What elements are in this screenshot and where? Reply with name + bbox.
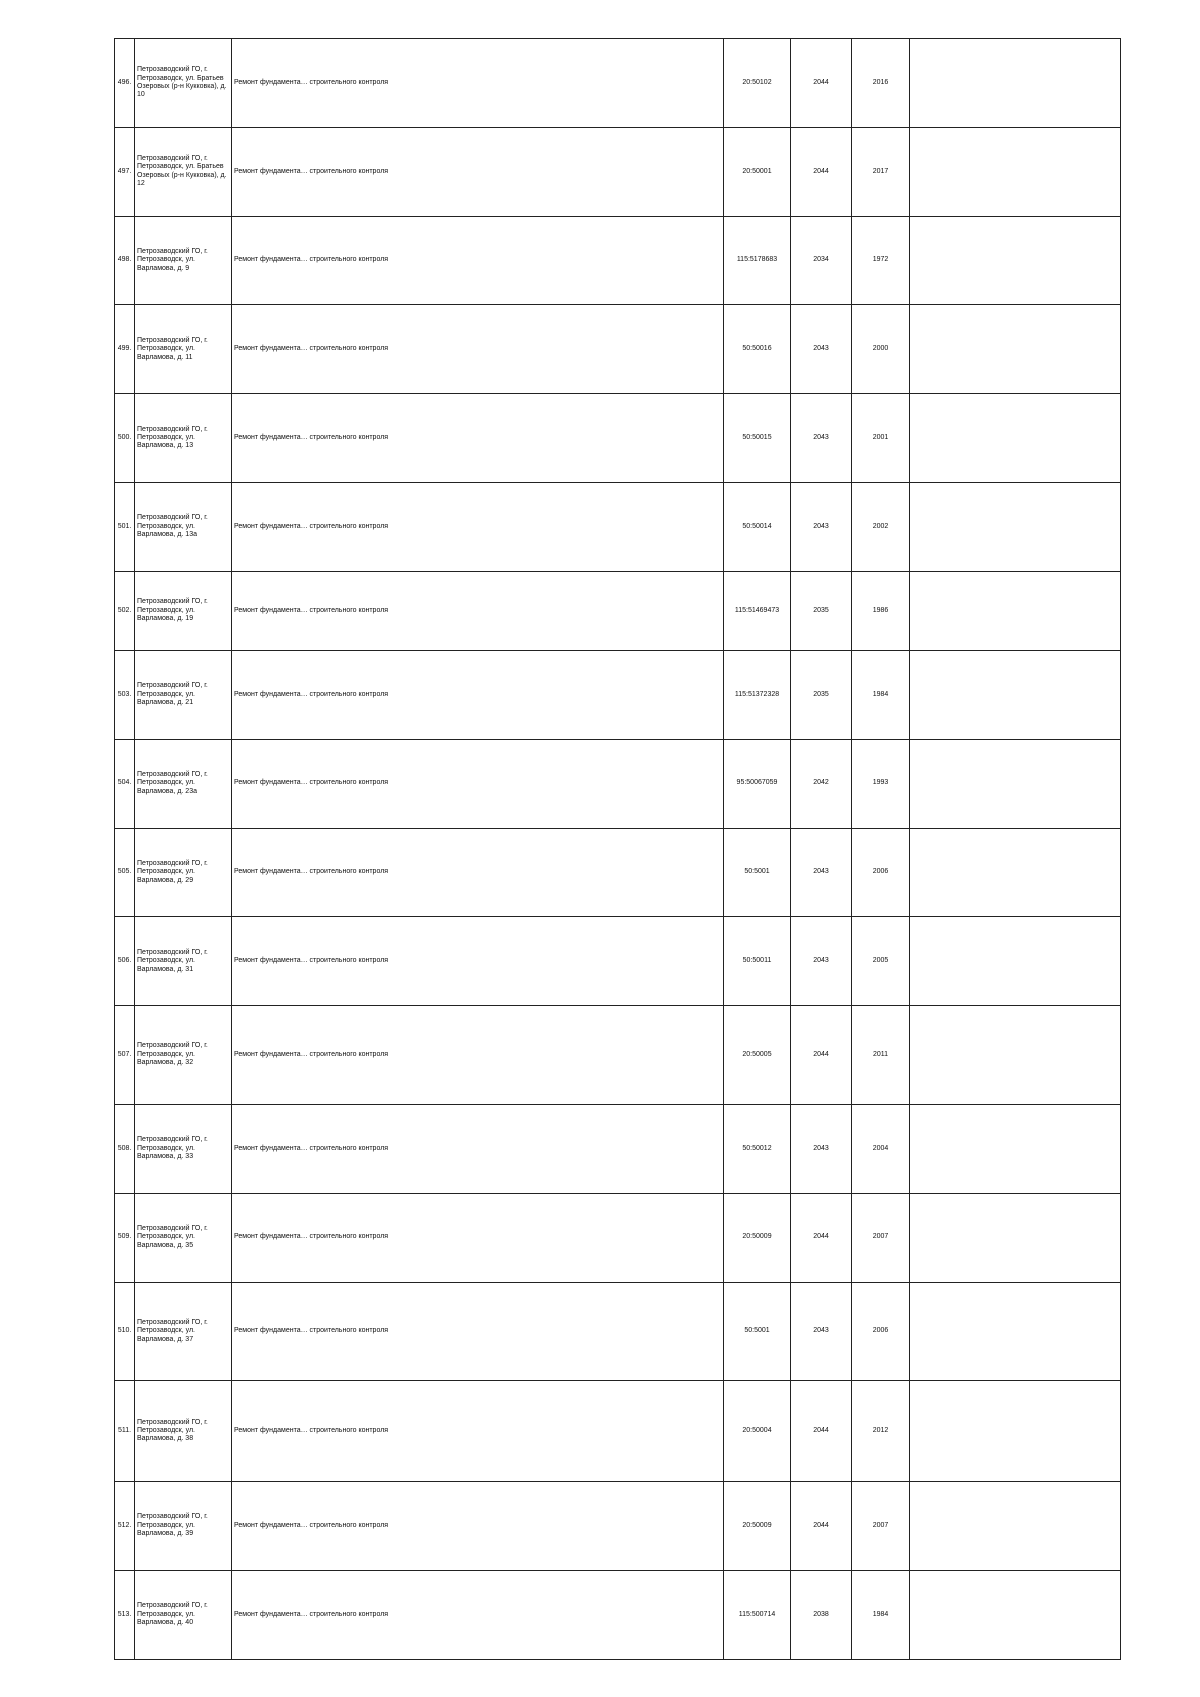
row-number: 505.: [115, 828, 135, 917]
row-planned-year: 2044: [791, 127, 852, 216]
row-empty-cell: [910, 1282, 1121, 1381]
row-empty-cell: [910, 1571, 1121, 1660]
table-row: [115, 739, 1121, 828]
table-row: [115, 571, 1121, 650]
row-construction-year: 2007: [852, 1193, 910, 1282]
row-work-description: Ремонт фундамента… строительного контроля: [232, 216, 724, 305]
row-construction-year: 2017: [852, 127, 910, 216]
row-planned-year: 2043: [791, 828, 852, 917]
row-cadastral-number: 50:50012: [724, 1104, 791, 1193]
row-cadastral-number: 50:5001: [724, 1282, 791, 1381]
row-address: Петрозаводский ГО, г. Петрозаводск, ул. Варламова, д. 40: [135, 1571, 232, 1660]
row-work-description: Ремонт фундамента… строительного контроля: [232, 739, 724, 828]
row-planned-year: 2043: [791, 1104, 852, 1193]
row-construction-year: 1986: [852, 571, 910, 650]
row-planned-year: 2043: [791, 917, 852, 1006]
row-cadastral-number: 50:50016: [724, 305, 791, 394]
row-construction-year: 1993: [852, 739, 910, 828]
row-construction-year: 1972: [852, 216, 910, 305]
row-number: 508.: [115, 1104, 135, 1193]
row-number: 513.: [115, 1571, 135, 1660]
table-row: [115, 1282, 1121, 1381]
row-address: Петрозаводский ГО, г. Петрозаводск, ул. Варламова, д. 9: [135, 216, 232, 305]
row-address: Петрозаводский ГО, г. Петрозаводск, ул. Варламова, д. 33: [135, 1104, 232, 1193]
row-empty-cell: [910, 127, 1121, 216]
row-number: 503.: [115, 650, 135, 739]
row-work-description: Ремонт фундамента… строительного контроля: [232, 394, 724, 483]
row-number: 500.: [115, 394, 135, 483]
row-number: 506.: [115, 917, 135, 1006]
row-work-description: Ремонт фундамента… строительного контроля: [232, 571, 724, 650]
row-number: 502.: [115, 571, 135, 650]
row-planned-year: 2044: [791, 1193, 852, 1282]
row-address: Петрозаводский ГО, г. Петрозаводск, ул. Варламова, д. 23а: [135, 739, 232, 828]
table-row: [115, 917, 1121, 1006]
row-planned-year: 2044: [791, 1482, 852, 1571]
row-address: Петрозаводский ГО, г. Петрозаводск, ул. Варламова, д. 13: [135, 394, 232, 483]
table-row: [115, 1104, 1121, 1193]
row-planned-year: 2038: [791, 1571, 852, 1660]
row-cadastral-number: 50:5001: [724, 828, 791, 917]
row-cadastral-number: 50:50015: [724, 394, 791, 483]
row-work-description: Ремонт фундамента… строительного контроля: [232, 483, 724, 572]
row-cadastral-number: 115:500714: [724, 1571, 791, 1660]
row-address: Петрозаводский ГО, г. Петрозаводск, ул. Варламова, д. 11: [135, 305, 232, 394]
table-row: [115, 127, 1121, 216]
row-planned-year: 2043: [791, 394, 852, 483]
row-planned-year: 2044: [791, 1381, 852, 1482]
table-row: [115, 1381, 1121, 1482]
row-work-description: Ремонт фундамента… строительного контроля: [232, 305, 724, 394]
row-cadastral-number: 20:50009: [724, 1193, 791, 1282]
row-cadastral-number: 20:50102: [724, 39, 791, 128]
row-cadastral-number: 20:50004: [724, 1381, 791, 1482]
row-address: Петрозаводский ГО, г. Петрозаводск, ул. Варламова, д. 13а: [135, 483, 232, 572]
row-planned-year: 2043: [791, 483, 852, 572]
row-number: 512.: [115, 1482, 135, 1571]
table-row: [115, 1193, 1121, 1282]
row-work-description: Ремонт фундамента… строительного контроля: [232, 828, 724, 917]
row-planned-year: 2043: [791, 1282, 852, 1381]
row-cadastral-number: 115:51372328: [724, 650, 791, 739]
row-number: 496.: [115, 39, 135, 128]
row-number: 501.: [115, 483, 135, 572]
row-cadastral-number: 20:50005: [724, 1006, 791, 1105]
row-address: Петрозаводский ГО, г. Петрозаводск, ул. Варламова, д. 37: [135, 1282, 232, 1381]
row-work-description: Ремонт фундамента… строительного контроля: [232, 1381, 724, 1482]
table-row: [115, 394, 1121, 483]
row-empty-cell: [910, 1193, 1121, 1282]
row-empty-cell: [910, 1006, 1121, 1105]
housing-repair-table: [114, 38, 1121, 1660]
row-empty-cell: [910, 739, 1121, 828]
table-row: [115, 1571, 1121, 1660]
row-construction-year: 2000: [852, 305, 910, 394]
row-work-description: Ремонт фундамента… строительного контроля: [232, 1571, 724, 1660]
row-empty-cell: [910, 1381, 1121, 1482]
row-work-description: Ремонт фундамента… строительного контроля: [232, 127, 724, 216]
row-construction-year: 2006: [852, 828, 910, 917]
table-row: [115, 1006, 1121, 1105]
row-construction-year: 2007: [852, 1482, 910, 1571]
row-work-description: Ремонт фундамента… строительного контроля: [232, 1104, 724, 1193]
row-planned-year: 2035: [791, 571, 852, 650]
row-address: Петрозаводский ГО, г. Петрозаводск, ул. Варламова, д. 35: [135, 1193, 232, 1282]
row-work-description: Ремонт фундамента… строительного контроля: [232, 1006, 724, 1105]
row-empty-cell: [910, 394, 1121, 483]
row-empty-cell: [910, 828, 1121, 917]
table-row: [115, 305, 1121, 394]
table-row: [115, 828, 1121, 917]
row-address: Петрозаводский ГО, г. Петрозаводск, ул. Варламова, д. 32: [135, 1006, 232, 1105]
row-construction-year: 2011: [852, 1006, 910, 1105]
row-planned-year: 2044: [791, 1006, 852, 1105]
row-address: Петрозаводский ГО, г. Петрозаводск, ул. Варламова, д. 21: [135, 650, 232, 739]
row-work-description: Ремонт фундамента… строительного контроля: [232, 1282, 724, 1381]
row-cadastral-number: 50:50011: [724, 917, 791, 1006]
table-row: [115, 483, 1121, 572]
row-empty-cell: [910, 305, 1121, 394]
document-page: [114, 38, 1120, 1660]
row-construction-year: 2001: [852, 394, 910, 483]
row-empty-cell: [910, 39, 1121, 128]
row-construction-year: 2005: [852, 917, 910, 1006]
row-construction-year: 2006: [852, 1282, 910, 1381]
row-planned-year: 2034: [791, 216, 852, 305]
table-row: [115, 650, 1121, 739]
row-number: 499.: [115, 305, 135, 394]
row-number: 509.: [115, 1193, 135, 1282]
row-planned-year: 2035: [791, 650, 852, 739]
row-work-description: Ремонт фундамента… строительного контроля: [232, 1193, 724, 1282]
row-address: Петрозаводский ГО, г. Петрозаводск, ул. Варламова, д. 31: [135, 917, 232, 1006]
table-row: [115, 39, 1121, 128]
row-construction-year: 1984: [852, 650, 910, 739]
row-empty-cell: [910, 483, 1121, 572]
row-cadastral-number: 50:50014: [724, 483, 791, 572]
row-address: Петрозаводский ГО, г. Петрозаводск, ул. Варламова, д. 38: [135, 1381, 232, 1482]
row-construction-year: 2016: [852, 39, 910, 128]
table-row: [115, 216, 1121, 305]
row-construction-year: 2012: [852, 1381, 910, 1482]
row-planned-year: 2042: [791, 739, 852, 828]
row-work-description: Ремонт фундамента… строительного контроля: [232, 39, 724, 128]
row-address: Петрозаводский ГО, г. Петрозаводск, ул. Варламова, д. 29: [135, 828, 232, 917]
row-address: Петрозаводский ГО, г. Петрозаводск, ул. Варламова, д. 19: [135, 571, 232, 650]
row-work-description: Ремонт фундамента… строительного контроля: [232, 1482, 724, 1571]
row-cadastral-number: 115:5178683: [724, 216, 791, 305]
row-number: 497.: [115, 127, 135, 216]
row-construction-year: 2004: [852, 1104, 910, 1193]
row-number: 511.: [115, 1381, 135, 1482]
row-cadastral-number: 115:51469473: [724, 571, 791, 650]
row-number: 510.: [115, 1282, 135, 1381]
row-empty-cell: [910, 1482, 1121, 1571]
row-construction-year: 2002: [852, 483, 910, 572]
row-work-description: Ремонт фундамента… строительного контроля: [232, 917, 724, 1006]
row-address: Петрозаводский ГО, г. Петрозаводск, ул. Варламова, д. 39: [135, 1482, 232, 1571]
table-row: [115, 1482, 1121, 1571]
row-address: Петрозаводский ГО, г. Петрозаводск, ул. Братьев Озеровых (р-н Кукковка), д. 12: [135, 127, 232, 216]
row-work-description: Ремонт фундамента… строительного контроля: [232, 650, 724, 739]
row-cadastral-number: 20:50009: [724, 1482, 791, 1571]
row-planned-year: 2043: [791, 305, 852, 394]
row-empty-cell: [910, 917, 1121, 1006]
row-cadastral-number: 95:50067059: [724, 739, 791, 828]
row-number: 504.: [115, 739, 135, 828]
row-empty-cell: [910, 216, 1121, 305]
row-number: 507.: [115, 1006, 135, 1105]
row-planned-year: 2044: [791, 39, 852, 128]
table-body: [115, 39, 1121, 1660]
row-address: Петрозаводский ГО, г. Петрозаводск, ул. Братьев Озеровых (р-н Кукковка), д. 10: [135, 39, 232, 128]
row-cadastral-number: 20:50001: [724, 127, 791, 216]
row-empty-cell: [910, 1104, 1121, 1193]
row-empty-cell: [910, 571, 1121, 650]
row-construction-year: 1984: [852, 1571, 910, 1660]
row-empty-cell: [910, 650, 1121, 739]
row-number: 498.: [115, 216, 135, 305]
